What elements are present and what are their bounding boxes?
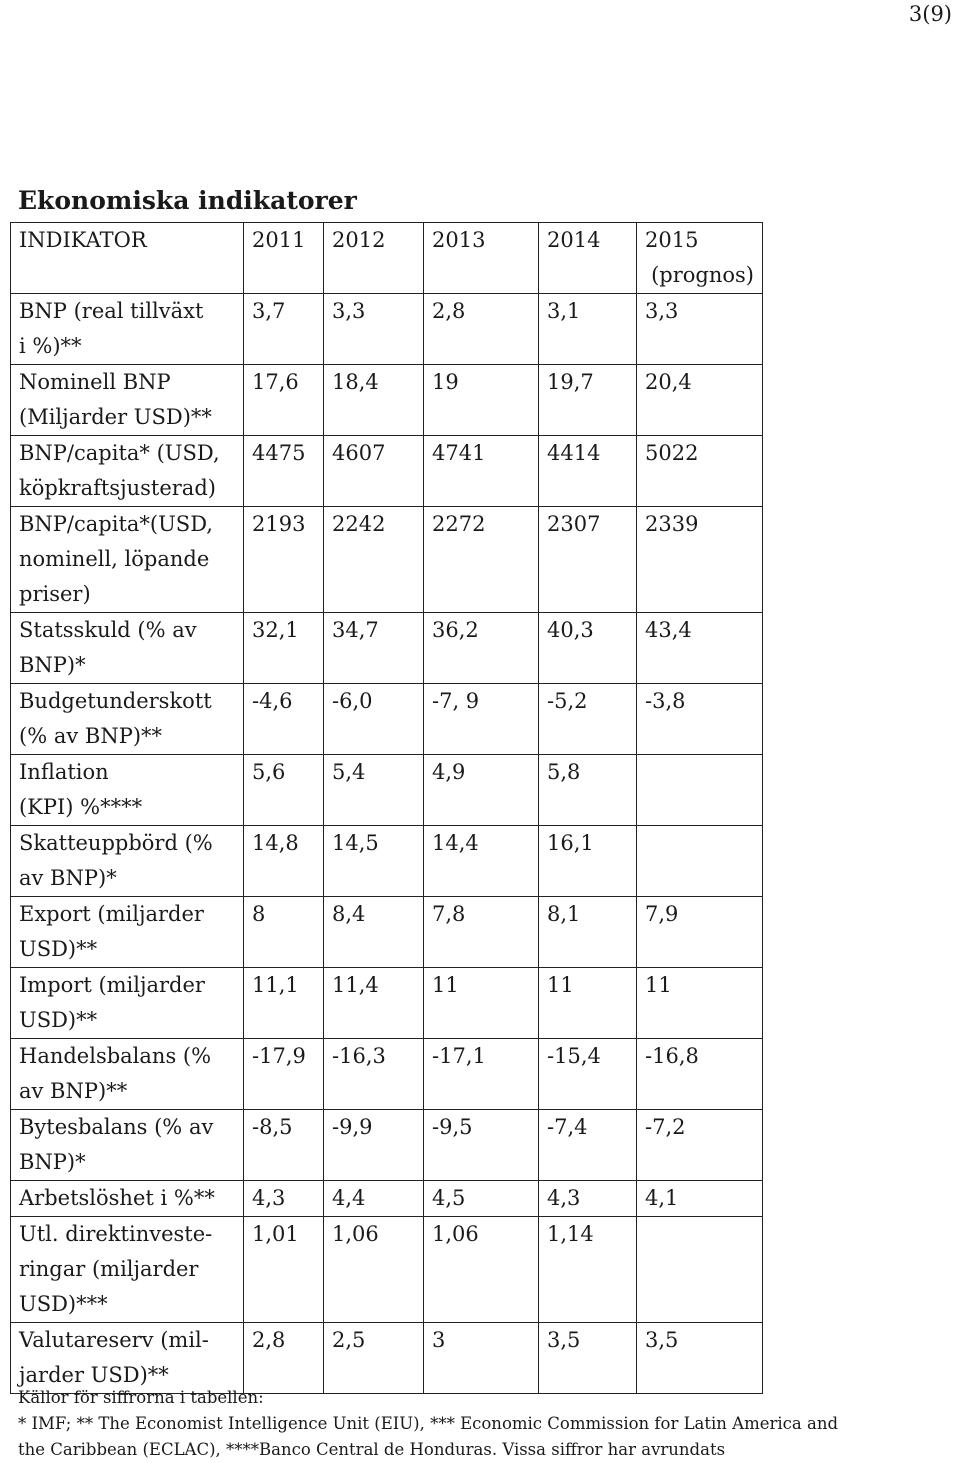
row-label-line: (KPI) %**** bbox=[19, 795, 143, 819]
row-label bbox=[11, 1039, 244, 1110]
table-row bbox=[11, 1039, 763, 1110]
row-value: 4741 bbox=[424, 436, 539, 507]
indicators-table bbox=[10, 222, 763, 1394]
row-label-line: BNP/capita*(USD, bbox=[19, 512, 213, 536]
row-value: 36,2 bbox=[424, 613, 539, 684]
sources-footnote bbox=[18, 1385, 838, 1463]
row-value: 3,3 bbox=[324, 294, 424, 365]
row-label-line: Nominell BNP bbox=[19, 370, 171, 394]
header-year-2011: 2011 bbox=[244, 223, 324, 294]
row-label-line: jarder USD)** bbox=[19, 1363, 169, 1387]
header-year-2014: 2014 bbox=[539, 223, 637, 294]
row-label-line: USD)** bbox=[19, 937, 98, 961]
row-label-line: nominell, löpande bbox=[19, 547, 210, 571]
row-value: -5,2 bbox=[539, 684, 637, 755]
row-label bbox=[11, 294, 244, 365]
row-value: 3,5 bbox=[539, 1323, 637, 1394]
row-value: 3 bbox=[424, 1323, 539, 1394]
table-row bbox=[11, 507, 763, 613]
row-label bbox=[11, 755, 244, 826]
row-value: 2,8 bbox=[424, 294, 539, 365]
row-value: -15,4 bbox=[539, 1039, 637, 1110]
row-label-line: USD)*** bbox=[19, 1292, 108, 1316]
row-value: 3,3 bbox=[637, 294, 763, 365]
row-label-line: Arbetslöshet i %** bbox=[19, 1186, 215, 1210]
forecast-note: (prognos) bbox=[651, 263, 754, 287]
row-value: 4,3 bbox=[539, 1181, 637, 1217]
row-value: 11 bbox=[637, 968, 763, 1039]
row-label bbox=[11, 826, 244, 897]
table-row bbox=[11, 436, 763, 507]
row-value: 2272 bbox=[424, 507, 539, 613]
row-value: 2,5 bbox=[324, 1323, 424, 1394]
page-number: 3(9) bbox=[908, 2, 952, 26]
row-value: 4,3 bbox=[244, 1181, 324, 1217]
row-label-line: priser) bbox=[19, 582, 91, 606]
row-value: 4,5 bbox=[424, 1181, 539, 1217]
row-value: 16,1 bbox=[539, 826, 637, 897]
row-label bbox=[11, 1181, 244, 1217]
row-value: 2,8 bbox=[244, 1323, 324, 1394]
row-value: 17,6 bbox=[244, 365, 324, 436]
header-year-2012: 2012 bbox=[324, 223, 424, 294]
row-value: 11,4 bbox=[324, 968, 424, 1039]
header-indicator: INDIKATOR bbox=[11, 223, 244, 294]
row-value: -7,2 bbox=[637, 1110, 763, 1181]
row-label-line: Statsskuld (% av bbox=[19, 618, 197, 642]
row-value: 4607 bbox=[324, 436, 424, 507]
row-label bbox=[11, 1110, 244, 1181]
table-row bbox=[11, 1323, 763, 1394]
row-value: 14,8 bbox=[244, 826, 324, 897]
sources-line-1: * IMF; ** The Economist Intelligence Unit (EIU), *** Economic Commission for Latin America and bbox=[18, 1414, 839, 1433]
row-value: 7,9 bbox=[637, 897, 763, 968]
row-label bbox=[11, 613, 244, 684]
row-value: 5,8 bbox=[539, 755, 637, 826]
row-value: 11 bbox=[539, 968, 637, 1039]
table-row bbox=[11, 365, 763, 436]
row-value: 2307 bbox=[539, 507, 637, 613]
table-row bbox=[11, 826, 763, 897]
row-value: -16,8 bbox=[637, 1039, 763, 1110]
page-title: Ekonomiska indikatorer bbox=[18, 186, 357, 215]
row-value bbox=[637, 1217, 763, 1323]
row-value: 18,4 bbox=[324, 365, 424, 436]
row-label-line: Valutareserv (mil- bbox=[19, 1328, 209, 1352]
row-label-line: Budgetunderskott bbox=[19, 689, 212, 713]
row-value: 2242 bbox=[324, 507, 424, 613]
row-value: 11 bbox=[424, 968, 539, 1039]
row-value: 4,4 bbox=[324, 1181, 424, 1217]
row-label bbox=[11, 436, 244, 507]
row-value: 5,6 bbox=[244, 755, 324, 826]
row-value: -16,3 bbox=[324, 1039, 424, 1110]
table-row bbox=[11, 613, 763, 684]
row-value: -3,8 bbox=[637, 684, 763, 755]
row-label-line: BNP)* bbox=[19, 1150, 86, 1174]
row-label-line: ringar (miljarder bbox=[19, 1257, 199, 1281]
row-value: -9,5 bbox=[424, 1110, 539, 1181]
row-label-line: i %)** bbox=[19, 334, 82, 358]
table-row bbox=[11, 684, 763, 755]
row-label-line: Import (miljarder bbox=[19, 973, 205, 997]
row-value: 1,06 bbox=[324, 1217, 424, 1323]
sources-line-2: the Caribbean (ECLAC), ****Banco Central de Honduras. Vissa siffror har avrundats bbox=[18, 1440, 726, 1459]
row-value: -7,4 bbox=[539, 1110, 637, 1181]
row-label-line: av BNP)** bbox=[19, 1079, 128, 1103]
row-value: 8,1 bbox=[539, 897, 637, 968]
table-row bbox=[11, 897, 763, 968]
row-value: 20,4 bbox=[637, 365, 763, 436]
row-label bbox=[11, 684, 244, 755]
table-row bbox=[11, 755, 763, 826]
row-value: 3,1 bbox=[539, 294, 637, 365]
row-value: 5022 bbox=[637, 436, 763, 507]
row-label-line: (Miljarder USD)** bbox=[19, 405, 212, 429]
table-row bbox=[11, 294, 763, 365]
row-label-line: av BNP)* bbox=[19, 866, 117, 890]
row-value bbox=[637, 755, 763, 826]
row-value: 14,4 bbox=[424, 826, 539, 897]
row-value: 5,4 bbox=[324, 755, 424, 826]
row-label-line: (% av BNP)** bbox=[19, 724, 163, 748]
table-header-row bbox=[11, 223, 763, 294]
row-value: 14,5 bbox=[324, 826, 424, 897]
row-value: 4414 bbox=[539, 436, 637, 507]
row-value: 1,01 bbox=[244, 1217, 324, 1323]
row-value: 2339 bbox=[637, 507, 763, 613]
row-value: -4,6 bbox=[244, 684, 324, 755]
row-value bbox=[637, 826, 763, 897]
row-value: 2193 bbox=[244, 507, 324, 613]
row-label-line: Skatteuppbörd (% bbox=[19, 831, 213, 855]
row-label-line: USD)** bbox=[19, 1008, 98, 1032]
table-row bbox=[11, 968, 763, 1039]
row-label bbox=[11, 968, 244, 1039]
row-value: -17,1 bbox=[424, 1039, 539, 1110]
row-value: -6,0 bbox=[324, 684, 424, 755]
header-year-2013: 2013 bbox=[424, 223, 539, 294]
row-value: 3,5 bbox=[637, 1323, 763, 1394]
row-label bbox=[11, 1217, 244, 1323]
row-value: 1,14 bbox=[539, 1217, 637, 1323]
row-value: 4,1 bbox=[637, 1181, 763, 1217]
row-value: 34,7 bbox=[324, 613, 424, 684]
row-label bbox=[11, 507, 244, 613]
row-value: 19,7 bbox=[539, 365, 637, 436]
row-value: 3,7 bbox=[244, 294, 324, 365]
row-label-line: BNP (real tillväxt bbox=[19, 299, 204, 323]
sources-heading: Källor för siffrorna i tabellen: bbox=[18, 1388, 264, 1407]
row-value: 32,1 bbox=[244, 613, 324, 684]
row-label-line: Utl. direktinveste- bbox=[19, 1222, 213, 1246]
row-label bbox=[11, 897, 244, 968]
row-label-line: BNP/capita* (USD, bbox=[19, 441, 220, 465]
row-label-line: Handelsbalans (% bbox=[19, 1044, 212, 1068]
table-row bbox=[11, 1217, 763, 1323]
row-value: -7, 9 bbox=[424, 684, 539, 755]
row-value: 19 bbox=[424, 365, 539, 436]
header-year-2015-label: 2015 bbox=[645, 228, 699, 252]
row-value: -17,9 bbox=[244, 1039, 324, 1110]
row-label-line: köpkraftsjusterad) bbox=[19, 476, 216, 500]
row-label-line: Inflation bbox=[19, 760, 109, 784]
row-value: 8 bbox=[244, 897, 324, 968]
row-label-line: Bytesbalans (% av bbox=[19, 1115, 214, 1139]
table-row bbox=[11, 1110, 763, 1181]
row-value: 1,06 bbox=[424, 1217, 539, 1323]
row-label-line: Export (miljarder bbox=[19, 902, 204, 926]
row-value: 4475 bbox=[244, 436, 324, 507]
row-value: -8,5 bbox=[244, 1110, 324, 1181]
table-row bbox=[11, 1181, 763, 1217]
row-value: -9,9 bbox=[324, 1110, 424, 1181]
row-label bbox=[11, 365, 244, 436]
row-label bbox=[11, 1323, 244, 1394]
row-value: 43,4 bbox=[637, 613, 763, 684]
row-value: 7,8 bbox=[424, 897, 539, 968]
header-year-2015 bbox=[637, 223, 763, 294]
row-label-line: BNP)* bbox=[19, 653, 86, 677]
row-value: 4,9 bbox=[424, 755, 539, 826]
row-value: 40,3 bbox=[539, 613, 637, 684]
row-value: 8,4 bbox=[324, 897, 424, 968]
row-value: 11,1 bbox=[244, 968, 324, 1039]
